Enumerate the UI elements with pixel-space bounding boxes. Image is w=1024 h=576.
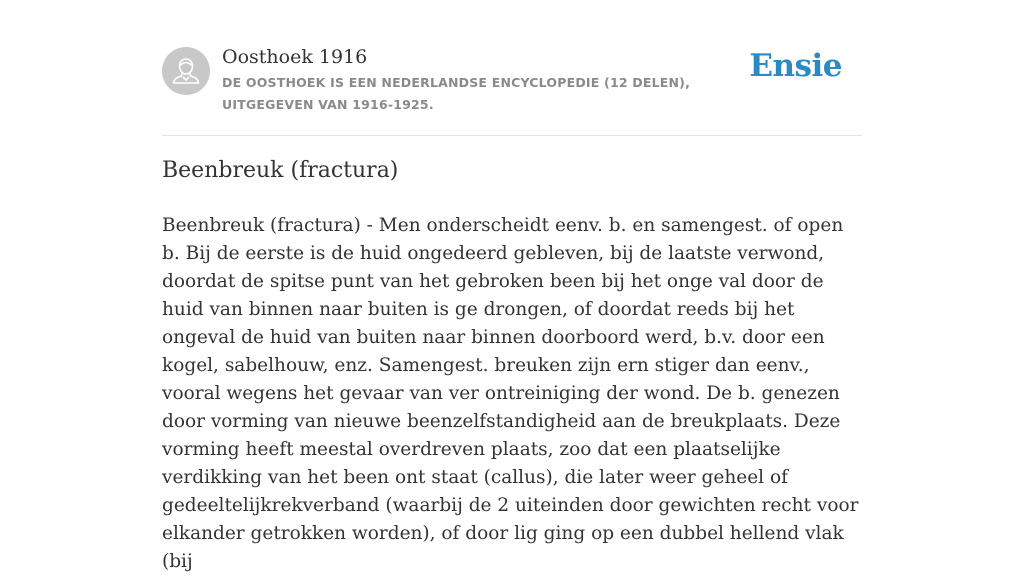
entry-body: Beenbreuk (fractura) - Men onderscheidt eenv. b. en samengest. of open b. Bij de eerste is de huid ongedeerd gebleven, bij de laatste verwond, doordat de spitse punt van het gebroken been bij het onge val door de huid van binnen naar buiten is ge drongen, of doordat reeds bij het ongeval de huid van buiten naar binnen doorboord werd, b.v. door een kogel, sabelhouw, enz. Samengest. breuken zijn ern stiger dan eenv., vooral wegens het gevaar van ver ontreiniging der wond. De b. genezen door vorming van nieuwe beenzelfstandigheid aan de breukplaats. Deze vorming heeft meestal overdreven plaats, zoo dat een plaatselijke verdikking van het been ont staat (callus), die later weer geheel of gedeeltelijkrekverband (waarbij de 2 uiteinden door gewichten recht voor elkander getrokken worden), of door lig ging op een dubbel hellend vlak (bij — [162, 215, 859, 572]
brand-logo[interactable]: Ensie — [749, 48, 842, 84]
source-description: DE OOSTHOEK IS EEN NEDERLANDSE ENCYCLOPEDIE (12 DELEN), UITGEGEVEN VAN 1916-1925. — [222, 75, 691, 112]
entry-title: Beenbreuk (fractura) — [162, 158, 399, 183]
header-divider — [162, 135, 862, 136]
person-silhouette-icon — [162, 47, 210, 95]
source-header — [162, 44, 862, 136]
source-title[interactable]: Oosthoek 1916 — [222, 46, 368, 68]
